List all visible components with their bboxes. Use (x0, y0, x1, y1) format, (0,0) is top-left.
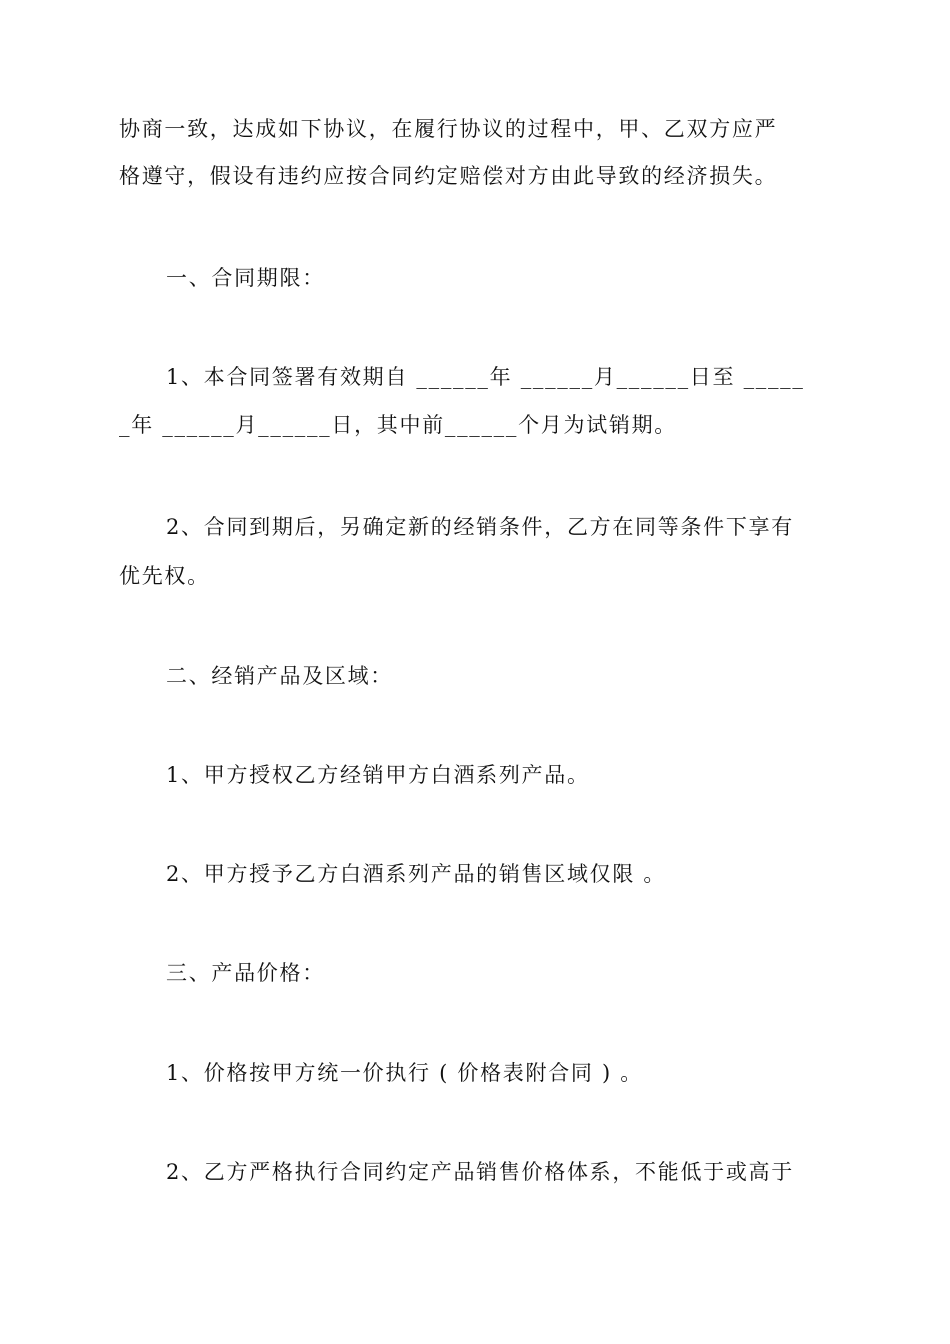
clause-line: 1、甲方授权乙方经销甲方白酒系列产品。 (166, 763, 590, 787)
clause-line: 2、乙方严格执行合同约定产品销售价格体系，不能低于或高于 (166, 1160, 794, 1184)
clause-line: _年 ______月______日，其中前______个月为试销期。 (119, 413, 677, 437)
clause-line: 2、合同到期后，另确定新的经销条件，乙方在同等条件下享有 (166, 515, 794, 539)
section-heading-term: 一、合同期限： (166, 266, 325, 290)
paragraph-line: 格遵守，假设有违约应按合同约定赔偿对方由此导致的经济损失。 (119, 164, 778, 188)
section-heading-price: 三、产品价格： (166, 961, 325, 985)
clause-line: 2、甲方授予乙方白酒系列产品的销售区域仅限 。 (166, 862, 667, 886)
clause-line: 优先权。 (119, 564, 210, 588)
clause-line: 1、本合同签署有效期自 ______年 ______月______日至 _____ (166, 365, 805, 389)
clause-line: 1、价格按甲方统一价执行 ( 价格表附合同 ) 。 (166, 1061, 643, 1085)
section-heading-products: 二、经销产品及区域： (166, 664, 393, 688)
paragraph-line: 协商一致，达成如下协议，在履行协议的过程中，甲、乙双方应严 (119, 117, 778, 141)
